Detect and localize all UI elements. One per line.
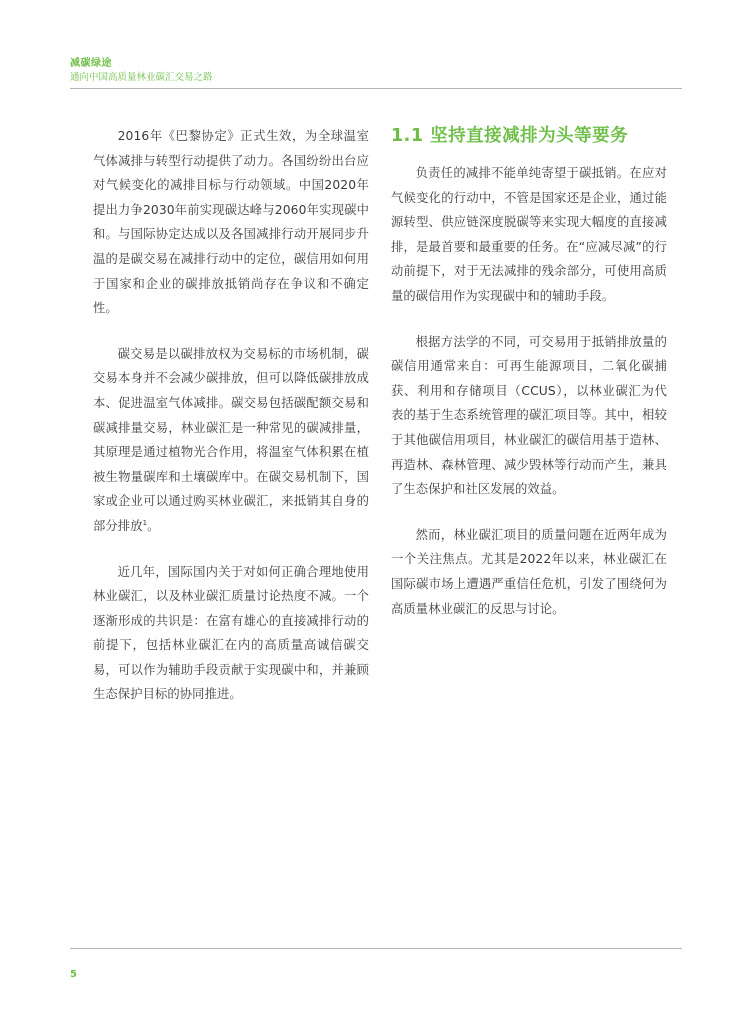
section-heading: 1.1 坚持直接减排为头等要务	[391, 126, 629, 146]
footnote-reference[interactable]: 1	[142, 518, 148, 527]
paragraph-carbon-trading	[93, 342, 369, 539]
paragraph-direct-reduction: 负责任的减排不能单纯寄望于碳抵销。在应对气候变化的行动中，不管是国家还是企业，通过能源转型、供应链深度脱碳等来实现大幅度的直接减排，是最首要和最重要的任务。在“应减尽减”的行动前提下，对于无法减排的残余部分，可使用高质量的碳信用作为实现碳中和的辅助手段。	[391, 166, 667, 303]
paragraph-paris-agreement: 2016年《巴黎协定》正式生效，为全球温室气体减排与转型行动提供了动力。各国纷纷出台应对气候变化的减排目标与行动领域。中国2020年提出力争2030年前实现碳达峰与2060年实现碳中和。与国际协定达成以及各国减排行动开展同步升温的是碳交易在减排行动中的定位，碳信用如何用于国家和企业的碳排放抵销尚存在争议和不确定性。	[93, 129, 369, 316]
paragraph-credit-sources: 根据方法学的不同，可交易用于抵销排放量的碳信用通常来自：可再生能源项目，二氧化碳捕获、利用和存储项目（CCUS），以林业碳汇为代表的基于生态系统管理的碳汇项目等。其中，相较于其他碳信用项目，林业碳汇的碳信用基于造林、再造林、森林管理、减少毁林等行动而产生，兼具了生态保护和社区发展的效益。	[391, 334, 667, 497]
paragraph-consensus: 近几年，国际国内关于对如何正确合理地使用林业碳汇，以及林业碳汇质量讨论热度不减。一个逐渐形成的共识是：在富有雄心的直接减排行动的前提下，包括林业碳汇在内的高质量高诚信碳交易，可以作为辅助手段贡献于实现碳中和，并兼顾生态保护目标的协同推进。	[93, 564, 369, 702]
running-header	[70, 57, 682, 84]
publication-subtitle: 通向中国高质量林业碳汇交易之路	[70, 72, 213, 83]
page-number: 5	[70, 969, 77, 980]
left-column	[93, 124, 369, 728]
paragraph-carbon-trading-end: 。	[147, 518, 160, 533]
header-divider	[70, 88, 682, 89]
publication-title: 减碳绿途	[70, 58, 112, 69]
footer-divider	[70, 948, 682, 949]
paragraph-quality-issues: 然而，林业碳汇项目的质量问题在近两年成为一个关注焦点。尤其是2022年以来，林业碳汇在国际碳市场上遭遇严重信任危机，引发了围绕何为高质量林业碳汇的反思与讨论。	[391, 527, 667, 616]
right-column	[391, 124, 667, 642]
paragraph-carbon-trading-text: 碳交易是以碳排放权为交易标的市场机制，碳交易本身并不会减少碳排放，但可以降低碳排放成本、促进温室气体减排。碳交易包括碳配额交易和碳减排量交易，林业碳汇是一种常见的碳减排量，其原理是通过植物光合作用，将温室气体积累在植被生物量碳库和土壤碳库中。在碳交易机制下，国家或企业可以通过购买林业碳汇，来抵销其自身的部分排放	[93, 346, 369, 533]
